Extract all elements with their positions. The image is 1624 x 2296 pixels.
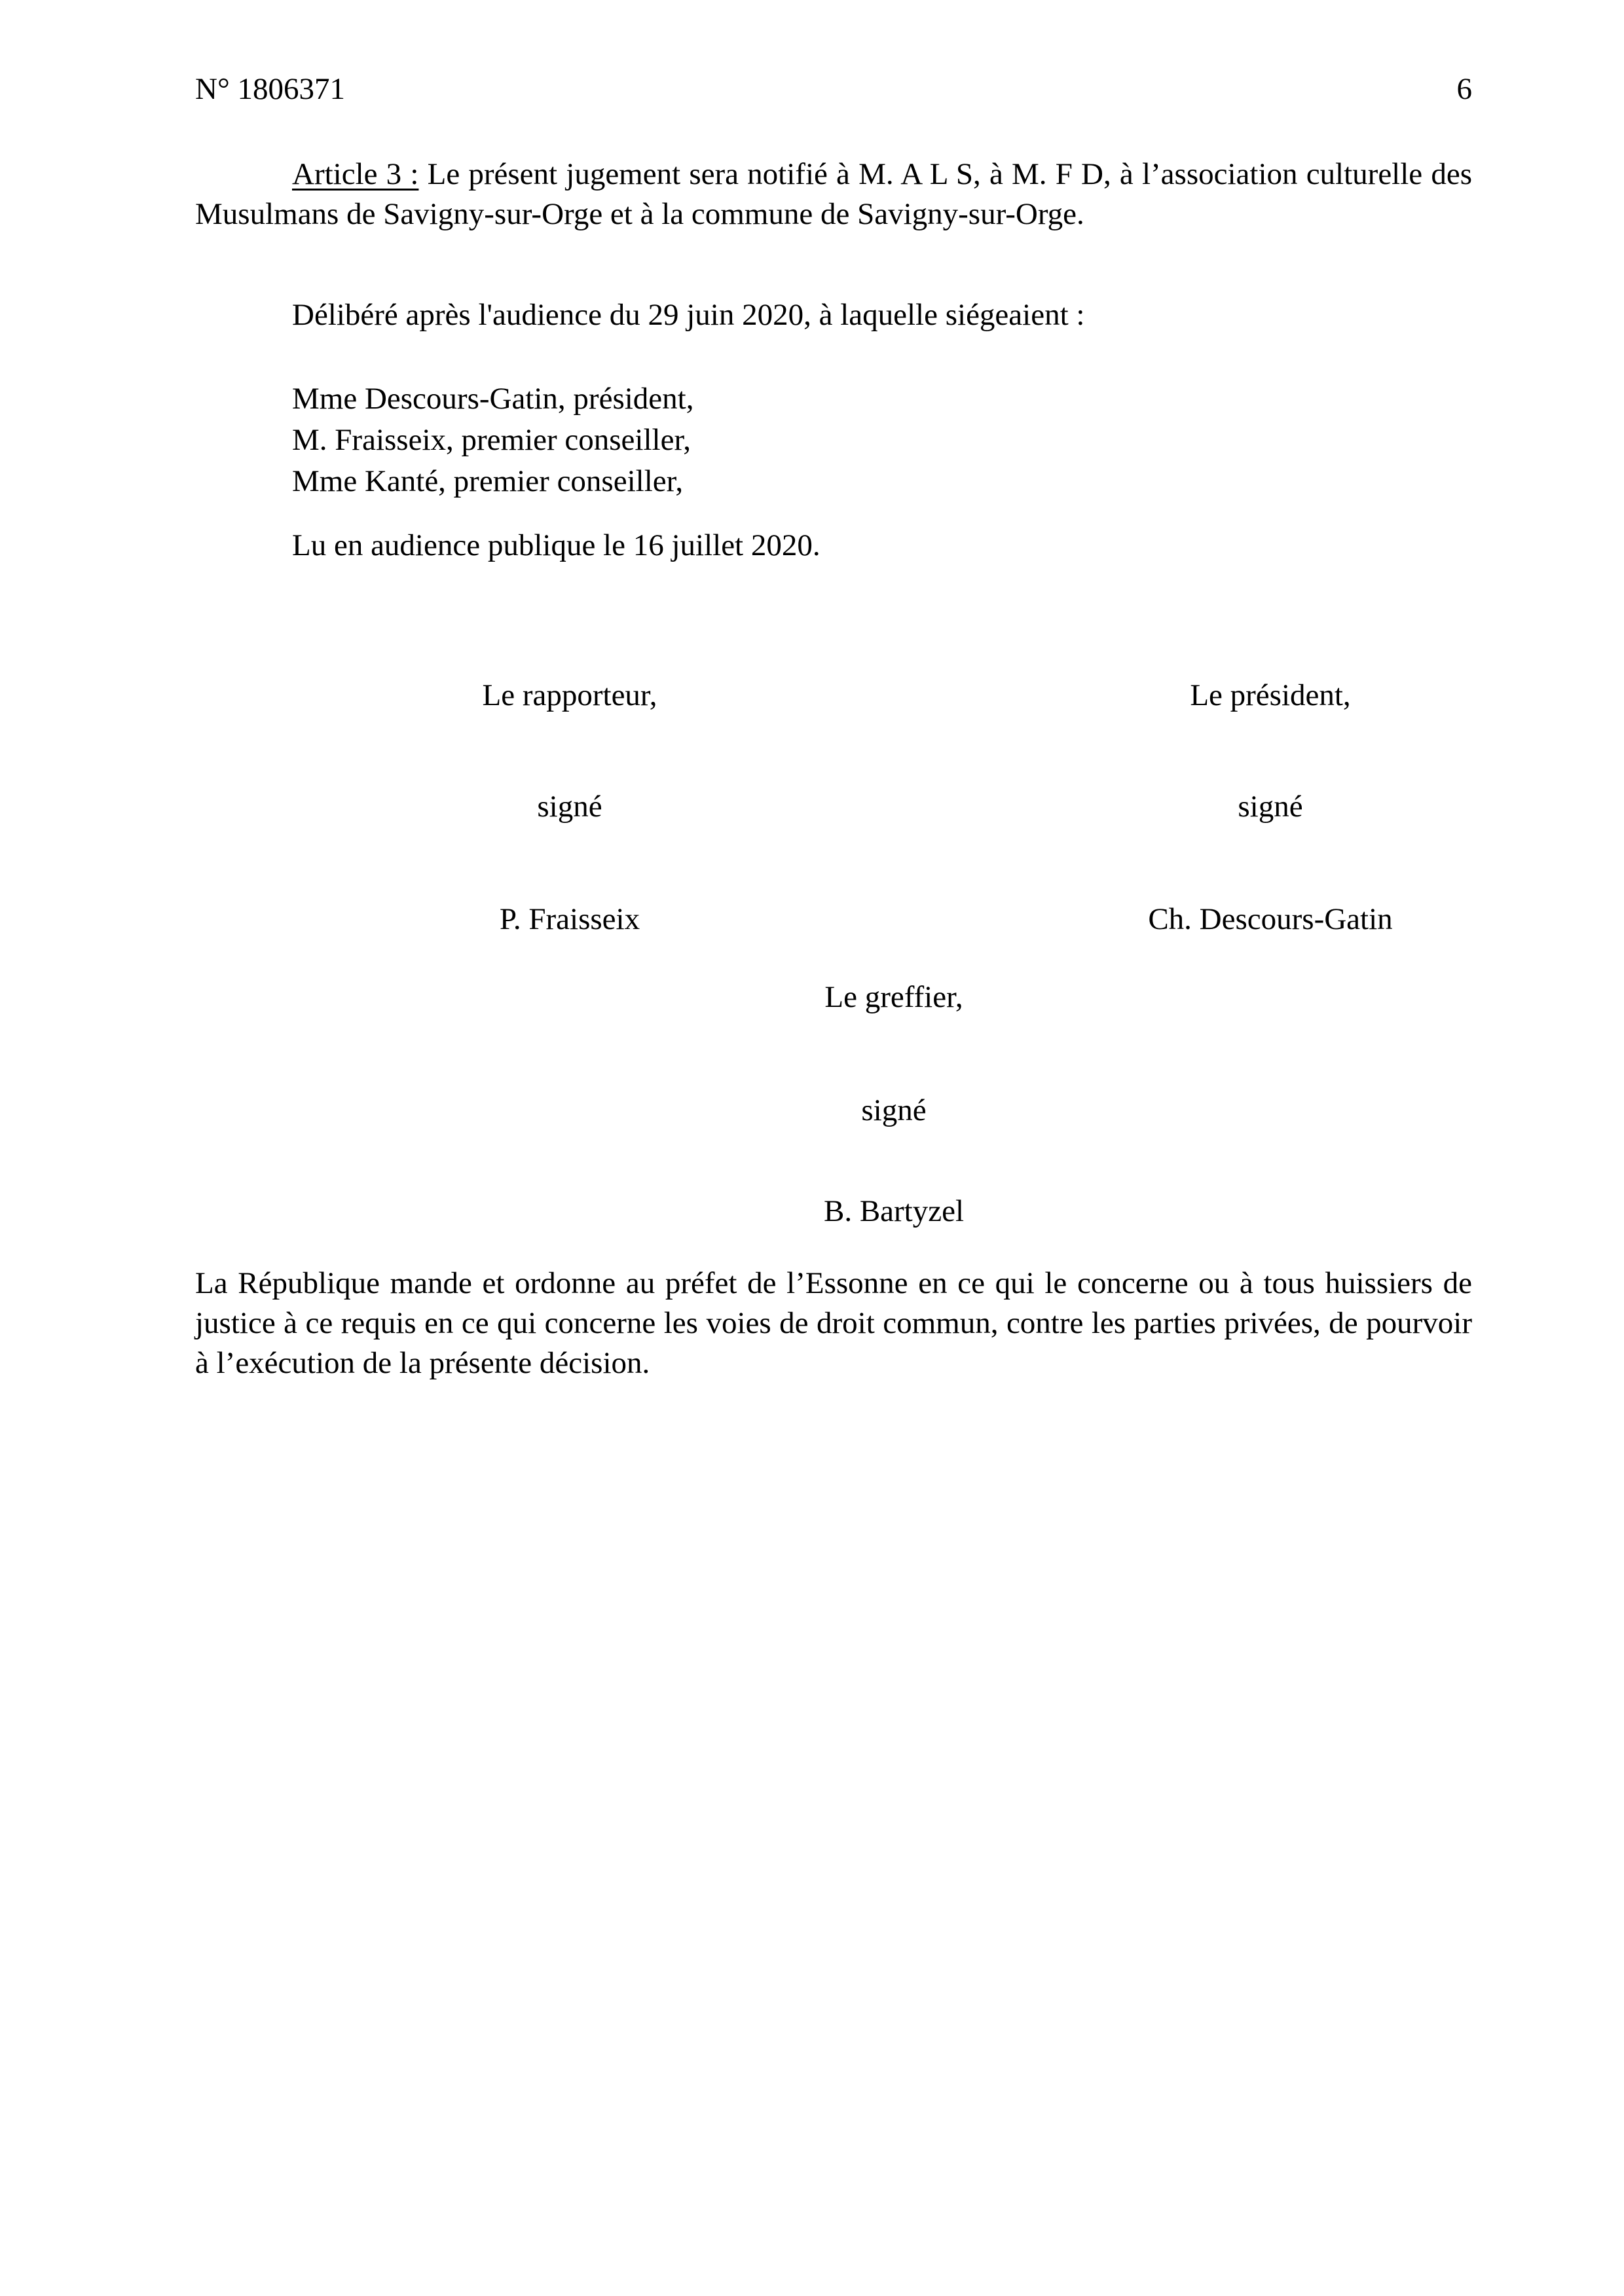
president-name: Ch. Descours-Gatin [1148,902,1393,936]
president-title: Le président, [1190,678,1351,712]
article-3-paragraph [195,155,1472,234]
public-reading-text: Lu en audience publique le 16 juillet 2020. [292,528,821,562]
judge-item: M. Fraisseix, premier conseiller, [292,422,691,457]
closing-formula [195,1264,1472,1383]
greffier-name: B. Bartyzel [823,1194,965,1228]
closing-formula-text: La République mande et ordonne au préfet de l’Essonne en ce qui le concerne ou à tous huissiers de justice à ce requis en ce qui concerne les voies de droit commun, contre les parties privées, de pourvoir à l’exécution de la présente décision. [195,1266,1472,1381]
judge-item: Mme Kanté, premier conseiller, [292,464,684,498]
judges-list [292,378,1471,502]
signature-titles-row [0,677,1624,716]
rapporteur-title: Le rapporteur, [482,678,657,712]
article-3-text: Le présent jugement sera notifié à M. A L S, à M. F D, à l’association culturelle des Musulmans de Savigny-sur-Orge et à la commune de Savigny-sur-Orge. [195,157,1472,232]
judge-item: Mme Descours-Gatin, président, [292,382,694,416]
article-3-label: Article 3 : [292,157,419,191]
president-signed-mark: signé [1238,790,1303,824]
deliberation-intro [292,295,1471,336]
page-number: 6 [1456,72,1472,106]
case-number: N° 1806371 [195,72,345,106]
signature-signed-row [0,788,1624,828]
page-header [195,71,1472,107]
rapporteur-name: P. Fraisseix [499,902,640,936]
deliberation-intro-line: Délibéré après l'audience du 29 juin 2020, à laquelle siégeaient : [292,298,1085,332]
greffier-signed-mark: signé [861,1093,927,1127]
rapporteur-signed-mark: signé [537,790,602,824]
signature-names-row [0,901,1624,940]
public-reading-line [292,525,1471,566]
greffier-title: Le greffier, [824,980,963,1014]
